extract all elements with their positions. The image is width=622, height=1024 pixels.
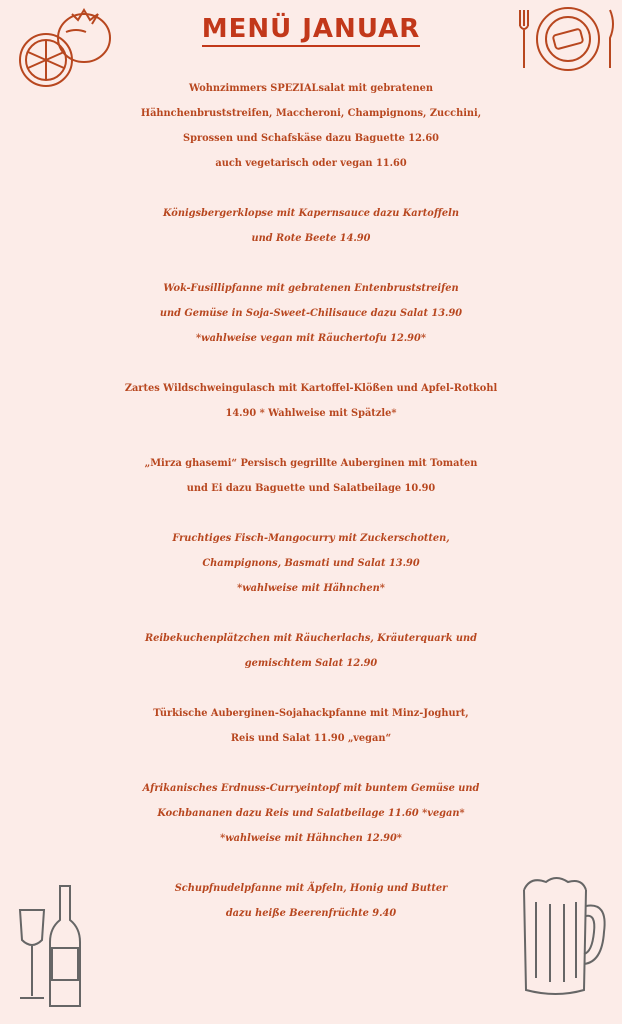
menu-item-line: Reibekuchenplätzchen mit Räucherlachs, Kräuterquark und	[144, 633, 478, 644]
menu-item-line: *wahlweise mit Hähnchen*	[237, 583, 385, 594]
menu-item-line: *wahlweise mit Hähnchen 12.90*	[220, 833, 402, 844]
page-title: MENÜ JANUAR	[0, 14, 622, 44]
menu-item-line: auch vegetarisch oder vegan 11.60	[215, 158, 407, 169]
menu-item-line: Reis und Salat 11.90 „vegan“	[230, 733, 392, 744]
menu-item-line: Champignons, Basmati und Salat 13.90	[202, 558, 420, 569]
menu-item-line: Wohnzimmers SPEZIALsalat mit gebratenen	[188, 83, 434, 94]
menu-item	[0, 201, 622, 251]
menu-item-line: *wahlweise vegan mit Räuchertofu 12.90*	[196, 333, 426, 344]
menu-item-line: Schupfnudelpfanne mit Äpfeln, Honig und Butter	[174, 883, 448, 894]
menu-item-line: „Mirza ghasemi“ Persisch gegrillte Auberginen mit Tomaten	[144, 458, 478, 469]
menu-item-line: Königsbergerklopse mit Kapernsauce dazu Kartoffeln	[163, 208, 459, 219]
menu-list	[0, 76, 622, 951]
menu-item	[0, 76, 622, 176]
menu-item-line: 14.90 * Wahlweise mit Spätzle*	[225, 408, 397, 419]
menu-item	[0, 376, 622, 426]
menu-item-line: Fruchtiges Fisch-Mangocurry mit Zuckerschotten,	[172, 533, 450, 544]
menu-item	[0, 626, 622, 676]
menu-item-line: Hähnchenbruststreifen, Maccheroni, Champignons, Zucchini,	[140, 108, 482, 119]
menu-item-line: dazu heiße Beerenfrüchte 9.40	[225, 908, 397, 919]
menu-item	[0, 451, 622, 501]
menu-item-line: Wok-Fusillipfanne mit gebratenen Entenbruststreifen	[163, 283, 459, 294]
menu-item-line: und Rote Beete 14.90	[251, 233, 371, 244]
menu-item-line: und Gemüse in Soja-Sweet-Chilisauce dazu Salat 13.90	[159, 308, 463, 319]
menu-item-line: Zartes Wildschweingulasch mit Kartoffel-Klößen und Apfel-Rotkohl	[124, 383, 498, 394]
menu-item-line: Afrikanisches Erdnuss-Curryeintopf mit buntem Gemüse und	[142, 783, 480, 794]
menu-item	[0, 701, 622, 751]
menu-item	[0, 276, 622, 351]
menu-item-line: Türkische Auberginen-Sojahackpfanne mit Minz-Joghurt,	[153, 708, 469, 719]
menu-item	[0, 526, 622, 601]
menu-item	[0, 876, 622, 926]
menu-item-line: Kochbananen dazu Reis und Salatbeilage 11.60 *vegan*	[157, 808, 465, 819]
menu-item-line: Sprossen und Schafskäse dazu Baguette 12.60	[183, 133, 439, 144]
menu-item-line: gemischtem Salat 12.90	[244, 658, 378, 669]
menu-item-line: und Ei dazu Baguette und Salatbeilage 10.90	[186, 483, 436, 494]
menu-item	[0, 776, 622, 851]
